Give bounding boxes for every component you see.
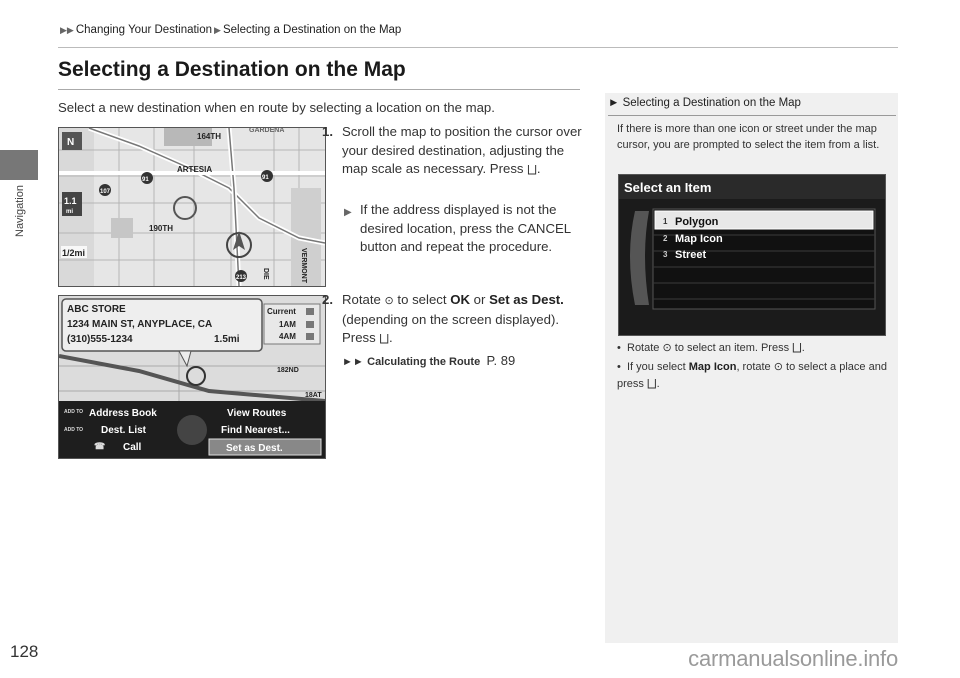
destination-screenshot [58,295,326,459]
bullet-text: to select a place and press [617,361,887,390]
bullet-icon: • [617,361,621,373]
watermark: carmanualsonline.info [688,646,898,671]
cross-reference[interactable] [342,352,582,372]
svg-text:1/2mi: 1/2mi [62,248,86,258]
map-street-label: DIE [262,268,269,280]
sidebar-divider [608,115,896,116]
highway-shield-icon [99,184,111,196]
svg-text:mi: mi [66,209,74,215]
svg-text:Polygon: Polygon [675,216,719,228]
svg-text:Map Icon: Map Icon [675,233,723,245]
svg-text:213: 213 [236,275,247,281]
chapter-label: Navigation [14,185,26,237]
step-text: (depending on the screen displayed). Press [342,311,560,345]
zoom-indicator [62,192,82,216]
map-street-label: GARDENA [249,128,285,134]
set-as-dest-keyword: Set as Dest. [489,292,564,307]
step-number: 2. [322,292,333,307]
breadcrumb [58,24,401,36]
interface-dial-icon: ⊙ [384,295,394,307]
ok-keyword: OK [450,292,470,307]
svg-text:Address Book: Address Book [89,408,157,419]
map-street-label: 182ND [277,367,299,374]
xref-label[interactable]: Calculating the Route [367,355,481,368]
view-routes-button[interactable]: View Routes [227,408,287,419]
step-text: or [473,292,486,307]
svg-text:Dest. List: Dest. List [101,425,147,436]
svg-text:2: 2 [663,234,668,243]
step-2: 2. Rotate ⊙ to select OK or Set as Dest. (depending on the screen displayed). Press ⨆. ►► Calculating the Route P. 89 [342,291,582,371]
place-address: 1234 MAIN ST, ANYPLACE, CA [67,319,213,330]
enter-button-icon: ⨆ [527,162,537,176]
map-screenshot [58,127,326,287]
place-name: ABC STORE [67,304,126,315]
traffic-4am: 4AM [279,332,296,341]
place-distance: 1.5mi [214,334,240,345]
sidebar-heading-text: Selecting a Destination on the Map [622,97,801,109]
svg-text:3: 3 [663,250,668,259]
note-text: If the address displayed is not the desired location, press the CANCEL button and repeat the procedure. [360,202,571,254]
svg-text:ADD TO: ADD TO [64,427,84,433]
sidebar-body: If there is more than one icon or street under the map cursor, you are prompted to select the item from a list. [617,123,880,151]
sidebar-ref-icon: ► [608,97,620,109]
bullet-icon: • [617,342,621,354]
svg-text:Street: Street [675,249,707,261]
find-nearest-button[interactable]: Find Nearest... [221,425,290,436]
page-title: Selecting a Destination on the Map [58,58,406,81]
svg-text:107: 107 [100,189,111,195]
bullet-text: If you select [627,361,686,373]
reference-arrow-icon: ►► [342,355,364,368]
set-as-dest-button[interactable]: Set as Dest. [226,443,283,454]
interface-dial-icon: ⊙ [662,342,672,354]
interface-dial-icon: ⊙ [773,361,783,373]
svg-text:91: 91 [262,175,269,181]
title-divider [58,89,580,90]
enter-button-icon: ⨆ [379,331,389,345]
highway-shield-icon [261,170,273,182]
map-street-label: ARTESIA [177,165,213,174]
breadcrumb-arrow-icon: ▶ [214,24,221,35]
map-icon-keyword: Map Icon [688,361,737,373]
sidebar-bullet-1: • Rotate ⊙ to select an item. Press ⨆. [617,340,805,354]
map-street-label: VERMONT [300,248,307,283]
bullet-text: Rotate [627,342,660,354]
breadcrumb-arrow-icon: ▶▶ [60,24,74,35]
select-item-screenshot [618,174,886,336]
note-arrow-icon: ▶ [344,207,352,218]
svg-text:☎: ☎ [94,441,106,451]
intro-text: Select a new destination when en route by selecting a location on the map. [58,100,495,115]
select-screen-title: Select an Item [624,180,712,195]
svg-text:1.1: 1.1 [64,196,77,206]
place-phone: (310)555-1234 [67,334,133,345]
chapter-tab [0,150,38,180]
bullet-text: to select an item. Press [674,342,790,354]
map-street-label: 18AT [305,392,322,399]
bullet-text: , rotate [736,361,771,373]
map-scale-indicator [61,246,87,258]
step-text: Scroll the map to position the cursor over your desired destination, adjusting the map scale as necessary. Press [342,124,582,176]
svg-text:Call: Call [123,442,142,453]
svg-text:91: 91 [142,177,149,183]
sidebar-bullet-2: • If you select Map Icon, rotate ⊙ to select a place and press ⨆. [617,361,887,390]
step-1: 1. Scroll the map to position the cursor over your desired destination, adjusting the map scale as necessary. Press ⨆. [342,123,582,179]
header-divider [58,47,898,48]
enter-button-icon: ⨆ [646,376,657,390]
sidebar-heading [608,97,801,109]
svg-text:1: 1 [663,217,668,226]
enter-button-icon: ⨆ [792,340,802,354]
highway-shield-icon [235,270,247,282]
breadcrumb-level2[interactable]: Selecting a Destination on the Map [222,24,402,36]
step-number: 1. [322,124,333,139]
svg-text:ADD TO: ADD TO [64,409,84,415]
xref-page[interactable]: P. 89 [486,352,516,368]
breadcrumb-level1[interactable]: Changing Your Destination [75,24,213,36]
traffic-1am: 1AM [279,320,296,329]
step-1-note [344,201,580,257]
traffic-current: Current [267,307,296,316]
highway-shield-icon [141,172,153,184]
north-indicator-icon [62,132,82,150]
page-number: 128 [10,642,39,661]
map-street-label: 190TH [149,224,174,233]
svg-text:N: N [67,137,75,148]
map-street-label: 164TH [197,132,222,141]
step-text: to select [397,292,447,307]
step-text: Rotate [342,292,381,307]
